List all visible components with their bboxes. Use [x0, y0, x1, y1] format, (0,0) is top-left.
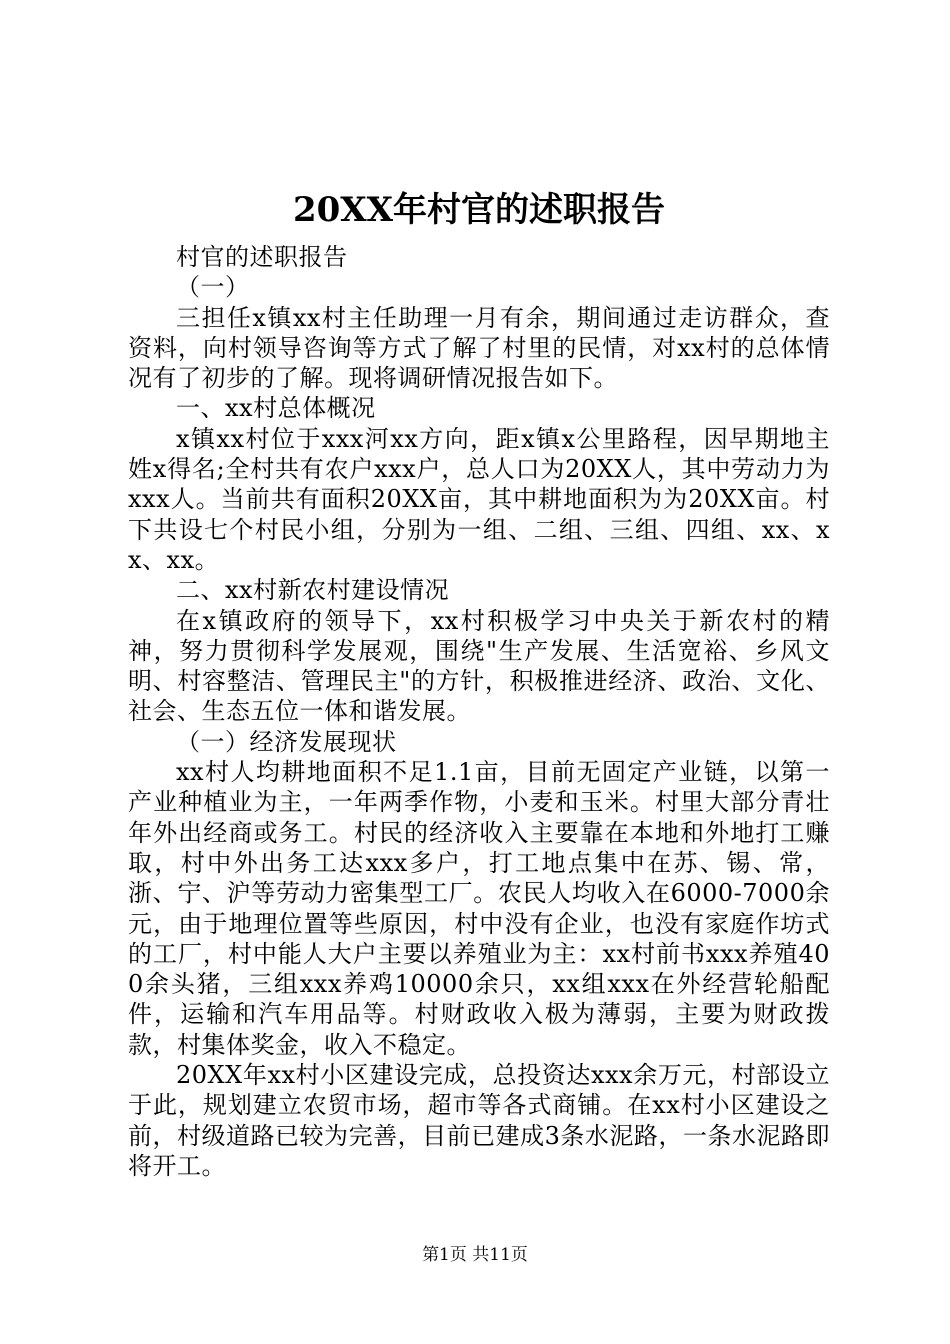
paragraph-economy: xx村人均耕地面积不足1.1亩，目前无固定产业链，以第一产业种植业为主，一年两季作物，小麦和玉米。村里大部分青壮年外出经商或务工。村民的经济收入主要靠在本地和外地打工赚取，村中外出务工达xxx多户，打工地点集中在苏、锡、常，浙、宁、沪等劳动力密集型工厂。农民人均收入在6000-7000余元，由于地理位置等些原因，村中没有企业，也没有家庭作坊式的工厂，村中能人大户主要以养殖业为主：xx村前书xxx养殖400余头猪，三组xxx养鸡10000余只，xx组xxx在外经营轮船配件，运输和汽车用品等。村财政收入极为薄弱，主要为财政拨款，村集体奖金，收入不稳定。: [128, 758, 830, 1059]
heading-economy: （一）经济发展现状: [176, 727, 397, 756]
paragraph-community: 20XX年xx村小区建设完成，总投资达xxx余万元，村部设立于此，规划建立农贸市场，超市等各式商铺。在xx村小区建设之前，村级道路已较为完善，目前已建成3条水泥路，一条水泥路即将开工。: [128, 1061, 830, 1180]
paragraph-construction: 在x镇政府的领导下，xx村积极学习中央关于新农村的精神，努力贯彻科学发展观，围绕"生产发展、生活宽裕、乡风文明、村容整洁、管理民主"的方针，积极推进经济、政治、文化、社会、生态五位一体和谐发展。: [128, 606, 830, 726]
paragraph-section-number: （一）: [176, 273, 250, 302]
page-footer: 第1页 共11页: [422, 1245, 528, 1265]
document-page: [128, 180, 830, 1181]
paragraph-subtitle: 村官的述职报告: [176, 243, 348, 271]
heading-overview: 一、xx村总体概况: [176, 394, 376, 423]
heading-construction: 二、xx村新农村建设情况: [176, 576, 450, 605]
document-title: 20XX年村官的述职报告: [292, 190, 666, 230]
paragraph-overview: x镇xx村位于xxx河xx方向，距x镇x公里路程，因早期地主姓x得名;全村共有农户xxx户，总人口为20XX人，其中劳动力为xxx人。当前共有面积20XX亩，其中耕地面积为为20XX亩。村下共设七个村民小组，分别为一组、二组、三组、四组、xx、xx、xx。: [128, 424, 830, 574]
paragraph-intro: 三担任x镇xx村主任助理一月有余，期间通过走访群众，查资料，向村领导咨询等方式了解了村里的民情，对xx村的总体情况有了初步的了解。现将调研情况报告如下。: [128, 303, 830, 393]
